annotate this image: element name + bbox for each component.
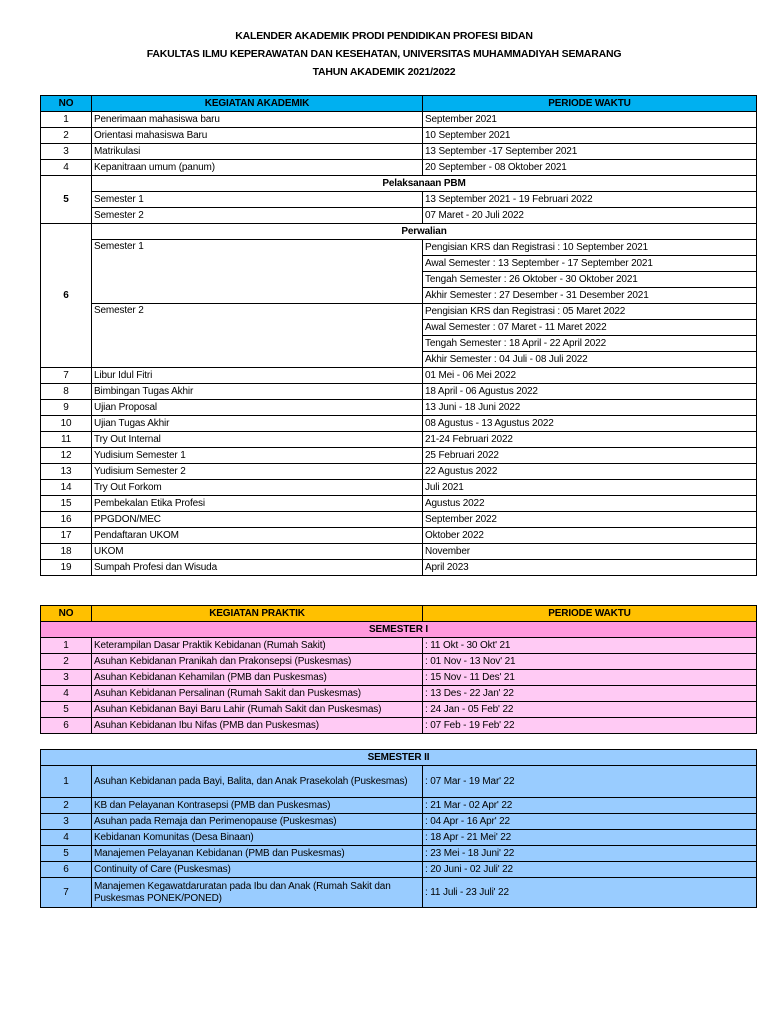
practice-semester-1-table xyxy=(40,605,757,734)
section-title: Pelaksanaan PBM xyxy=(92,176,757,192)
col-activity-header: KEGIATAN PRAKTIK xyxy=(92,606,423,622)
table-row xyxy=(41,528,757,544)
period-cell: : 11 Juli - 23 Juli' 22 xyxy=(423,878,757,908)
period-cell: : 11 Okt - 30 Okt' 21 xyxy=(423,638,757,654)
col-no-header: NO xyxy=(41,606,92,622)
activity-cell: Try Out Forkom xyxy=(92,480,423,496)
table-row xyxy=(41,240,757,256)
period-cell: : 21 Mar - 02 Apr' 22 xyxy=(423,798,757,814)
table-row xyxy=(41,686,757,702)
period-cell: 20 September - 08 Oktober 2021 xyxy=(423,160,757,176)
activity-cell: Sumpah Profesi dan Wisuda xyxy=(92,560,423,576)
table-row xyxy=(41,464,757,480)
semester-title: SEMESTER I xyxy=(41,622,757,638)
period-cell: 18 April - 06 Agustus 2022 xyxy=(423,384,757,400)
col-no-header: NO xyxy=(41,96,92,112)
activity-cell: Asuhan Kebidanan pada Bayi, Balita, dan Anak Prasekolah (Puskesmas) xyxy=(92,766,423,798)
table-row xyxy=(41,862,757,878)
academic-calendar-table xyxy=(40,95,757,576)
row-number: 3 xyxy=(41,144,92,160)
table-row xyxy=(41,304,757,320)
semester-label: Semester 1 xyxy=(92,240,423,304)
table-row xyxy=(41,400,757,416)
period-cell: 25 Februari 2022 xyxy=(423,448,757,464)
row-number: 1 xyxy=(41,638,92,654)
period-cell: : 04 Apr - 16 Apr' 22 xyxy=(423,814,757,830)
row-number: 16 xyxy=(41,512,92,528)
activity-cell: Asuhan Kebidanan Ibu Nifas (PMB dan Puskesmas) xyxy=(92,718,423,734)
row-number: 8 xyxy=(41,384,92,400)
table-row xyxy=(41,814,757,830)
activity-cell: UKOM xyxy=(92,544,423,560)
table-row xyxy=(41,384,757,400)
row-number: 3 xyxy=(41,670,92,686)
activity-cell: Manajemen Kegawatdaruratan pada Ibu dan Anak (Rumah Sakit dan Puskesmas PONEK/PONED) xyxy=(92,878,423,908)
activity-cell: PPGDON/MEC xyxy=(92,512,423,528)
row-number: 1 xyxy=(41,766,92,798)
period-cell: Oktober 2022 xyxy=(423,528,757,544)
period-cell: September 2021 xyxy=(423,112,757,128)
row-number: 2 xyxy=(41,798,92,814)
activity-cell: Semester 2 xyxy=(92,208,423,224)
table-row xyxy=(41,798,757,814)
row-number: 6 xyxy=(41,224,92,368)
period-cell: Tengah Semester : 26 Oktober - 30 Oktober 2021 xyxy=(423,272,757,288)
row-number: 13 xyxy=(41,464,92,480)
period-cell: : 18 Apr - 21 Mei' 22 xyxy=(423,830,757,846)
practice-semester-2-table xyxy=(40,749,757,908)
period-cell: November xyxy=(423,544,757,560)
activity-cell: Asuhan pada Remaja dan Perimenopause (Puskesmas) xyxy=(92,814,423,830)
row-number: 14 xyxy=(41,480,92,496)
period-cell: : 23 Mei - 18 Juni' 22 xyxy=(423,846,757,862)
activity-cell: Yudisium Semester 1 xyxy=(92,448,423,464)
row-number: 4 xyxy=(41,160,92,176)
period-cell: Agustus 2022 xyxy=(423,496,757,512)
period-cell: : 01 Nov - 13 Nov' 21 xyxy=(423,654,757,670)
period-cell: 22 Agustus 2022 xyxy=(423,464,757,480)
title-line-1: KALENDER AKADEMIK PRODI PENDIDIKAN PROFESI BIDAN xyxy=(235,30,533,42)
period-cell: 13 September 2021 - 19 Februari 2022 xyxy=(423,192,757,208)
section-title: Perwalian xyxy=(92,224,757,240)
row-number: 4 xyxy=(41,830,92,846)
period-cell: Tengah Semester : 18 April - 22 April 2022 xyxy=(423,336,757,352)
table-row xyxy=(41,670,757,686)
period-cell: Akhir Semester : 04 Juli - 08 Juli 2022 xyxy=(423,352,757,368)
table-row xyxy=(41,702,757,718)
table-row xyxy=(41,368,757,384)
period-cell: : 24 Jan - 05 Feb' 22 xyxy=(423,702,757,718)
activity-cell: Try Out Internal xyxy=(92,432,423,448)
row-number: 18 xyxy=(41,544,92,560)
table-row xyxy=(41,112,757,128)
table-row xyxy=(41,638,757,654)
period-cell: Awal Semester : 13 September - 17 September 2021 xyxy=(423,256,757,272)
semester-title-row xyxy=(41,750,757,766)
period-cell: : 07 Mar - 19 Mar' 22 xyxy=(423,766,757,798)
table-row xyxy=(41,416,757,432)
row-number: 4 xyxy=(41,686,92,702)
row-number: 10 xyxy=(41,416,92,432)
header-row xyxy=(41,606,757,622)
table-row xyxy=(41,512,757,528)
period-cell: Pengisian KRS dan Registrasi : 10 September 2021 xyxy=(423,240,757,256)
activity-cell: Kepanitraan umum (panum) xyxy=(92,160,423,176)
semester-title: SEMESTER II xyxy=(41,750,757,766)
table-row xyxy=(41,496,757,512)
table-row xyxy=(41,128,757,144)
semester-title-row xyxy=(41,622,757,638)
activity-cell: Ujian Proposal xyxy=(92,400,423,416)
activity-cell: Yudisium Semester 2 xyxy=(92,464,423,480)
row-number: 1 xyxy=(41,112,92,128)
row-number: 5 xyxy=(41,846,92,862)
row-number: 6 xyxy=(41,862,92,878)
period-cell: : 20 Juni - 02 Juli' 22 xyxy=(423,862,757,878)
title-line-3: TAHUN AKADEMIK 2021/2022 xyxy=(312,66,456,78)
table-row xyxy=(41,144,757,160)
col-period-header: PERIODE WAKTU xyxy=(423,606,757,622)
header-row xyxy=(41,96,757,112)
activity-cell: Asuhan Kebidanan Kehamilan (PMB dan Puskesmas) xyxy=(92,670,423,686)
table-row xyxy=(41,192,757,208)
table-row xyxy=(41,432,757,448)
semester-label: Semester 2 xyxy=(92,304,423,368)
activity-cell: Bimbingan Tugas Akhir xyxy=(92,384,423,400)
table-row xyxy=(41,654,757,670)
row-number: 17 xyxy=(41,528,92,544)
period-cell: Pengisian KRS dan Registrasi : 05 Maret 2022 xyxy=(423,304,757,320)
period-cell: Awal Semester : 07 Maret - 11 Maret 2022 xyxy=(423,320,757,336)
activity-cell: Asuhan Kebidanan Persalinan (Rumah Sakit dan Puskesmas) xyxy=(92,686,423,702)
activity-cell: Ujian Tugas Akhir xyxy=(92,416,423,432)
activity-cell: Libur Idul Fitri xyxy=(92,368,423,384)
period-cell: 10 September 2021 xyxy=(423,128,757,144)
col-period-header: PERIODE WAKTU xyxy=(423,96,757,112)
row-number: 15 xyxy=(41,496,92,512)
table-row xyxy=(41,560,757,576)
activity-cell: Pembekalan Etika Profesi xyxy=(92,496,423,512)
table-row xyxy=(41,544,757,560)
table-row xyxy=(41,448,757,464)
row-number: 12 xyxy=(41,448,92,464)
row-number: 19 xyxy=(41,560,92,576)
period-cell: Juli 2021 xyxy=(423,480,757,496)
row-number: 2 xyxy=(41,654,92,670)
period-cell: Akhir Semester : 27 Desember - 31 Desember 2021 xyxy=(423,288,757,304)
period-cell: April 2023 xyxy=(423,560,757,576)
table-row xyxy=(41,208,757,224)
table-row xyxy=(41,830,757,846)
table-row xyxy=(41,160,757,176)
row-number: 2 xyxy=(41,128,92,144)
table-row xyxy=(41,846,757,862)
activity-cell: Manajemen Pelayanan Kebidanan (PMB dan Puskesmas) xyxy=(92,846,423,862)
period-cell: 21-24 Februari 2022 xyxy=(423,432,757,448)
activity-cell: Orientasi mahasiswa Baru xyxy=(92,128,423,144)
row-number: 5 xyxy=(41,702,92,718)
row-number: 6 xyxy=(41,718,92,734)
activity-cell: Pendaftaran UKOM xyxy=(92,528,423,544)
section-row-perwalian xyxy=(41,224,757,240)
table-row xyxy=(41,766,757,798)
period-cell: : 15 Nov - 11 Des' 21 xyxy=(423,670,757,686)
period-cell: : 07 Feb - 19 Feb' 22 xyxy=(423,718,757,734)
table-row xyxy=(41,480,757,496)
activity-cell: Asuhan Kebidanan Bayi Baru Lahir (Rumah Sakit dan Puskesmas) xyxy=(92,702,423,718)
period-cell: 13 September -17 September 2021 xyxy=(423,144,757,160)
activity-cell: Penerimaan mahasiswa baru xyxy=(92,112,423,128)
section-row-pbm xyxy=(41,176,757,192)
row-number: 3 xyxy=(41,814,92,830)
activity-cell: Kebidanan Komunitas (Desa Binaan) xyxy=(92,830,423,846)
row-number: 11 xyxy=(41,432,92,448)
row-number: 7 xyxy=(41,878,92,908)
activity-cell: Semester 1 xyxy=(92,192,423,208)
activity-cell: KB dan Pelayanan Kontrasepsi (PMB dan Puskesmas) xyxy=(92,798,423,814)
table-row xyxy=(41,878,757,908)
row-number: 7 xyxy=(41,368,92,384)
period-cell: September 2022 xyxy=(423,512,757,528)
activity-cell: Matrikulasi xyxy=(92,144,423,160)
activity-cell: Asuhan Kebidanan Pranikah dan Prakonsepsi (Puskesmas) xyxy=(92,654,423,670)
period-cell: 13 Juni - 18 Juni 2022 xyxy=(423,400,757,416)
activity-cell: Continuity of Care (Puskesmas) xyxy=(92,862,423,878)
table-row xyxy=(41,718,757,734)
activity-cell: Keterampilan Dasar Praktik Kebidanan (Rumah Sakit) xyxy=(92,638,423,654)
row-number: 9 xyxy=(41,400,92,416)
period-cell: 01 Mei - 06 Mei 2022 xyxy=(423,368,757,384)
period-cell: 08 Agustus - 13 Agustus 2022 xyxy=(423,416,757,432)
title-line-2: FAKULTAS ILMU KEPERAWATAN DAN KESEHATAN, UNIVERSITAS MUHAMMADIYAH SEMARANG xyxy=(146,48,622,60)
row-number: 5 xyxy=(41,176,92,224)
period-cell: : 13 Des - 22 Jan' 22 xyxy=(423,686,757,702)
col-activity-header: KEGIATAN AKADEMIK xyxy=(92,96,423,112)
period-cell: 07 Maret - 20 Juli 2022 xyxy=(423,208,757,224)
